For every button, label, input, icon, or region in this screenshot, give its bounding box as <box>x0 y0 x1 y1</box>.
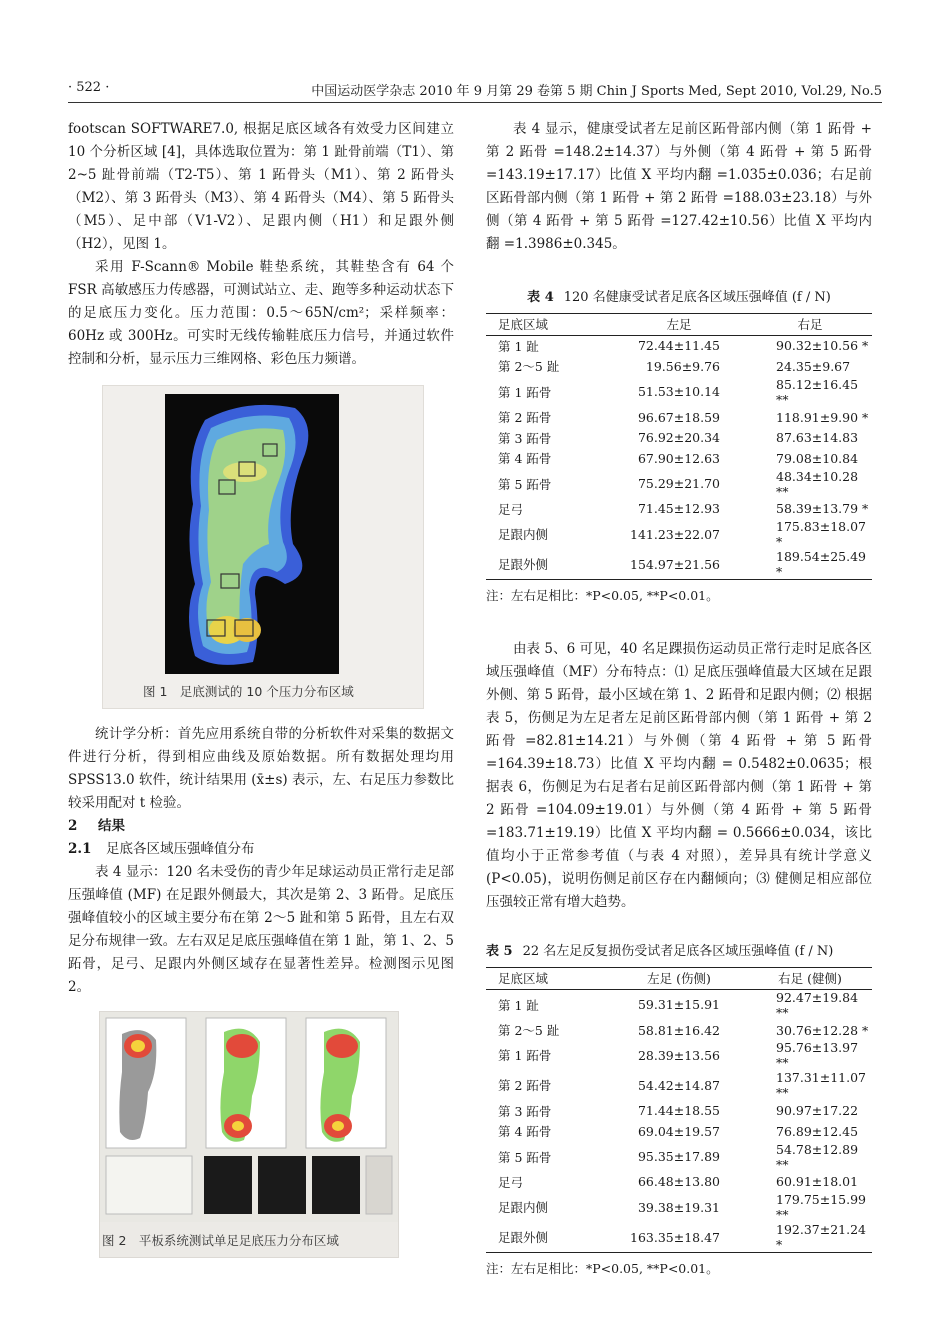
table-cell: 154.97±21.56 <box>630 556 720 572</box>
table-cell: 足跟外侧 <box>498 1230 549 1246</box>
table-row <box>486 1020 872 1041</box>
table-row <box>486 335 872 356</box>
table-row <box>486 1121 872 1142</box>
table-cell: 71.45±12.93 <box>637 501 720 517</box>
table-cell: 85.12±16.45 ** <box>776 376 859 407</box>
table-cell: 第 2～5 趾 <box>498 359 560 375</box>
table-cell: 第 2 跖骨 <box>498 1078 552 1094</box>
table-row <box>486 356 872 377</box>
table-cell: 118.91±9.90 * <box>776 409 869 425</box>
table-cell: 第 5 跖骨 <box>498 476 552 492</box>
table-cell: 163.35±18.47 <box>630 1229 720 1245</box>
figure-2-caption: 图 2 平板系统测试单足足底压力分布区域 <box>102 1233 339 1248</box>
table-row <box>486 448 872 469</box>
table-cell: 95.76±13.97 ** <box>776 1040 859 1071</box>
table-cell: 第 3 跖骨 <box>498 1103 552 1119</box>
table-cell: 第 1 趾 <box>498 997 539 1013</box>
table-5-note: 注：左右足相比：*P<0.05, **P<0.01。 <box>486 1261 719 1277</box>
table-cell: 第 1 跖骨 <box>498 1048 552 1064</box>
table-cell: 189.54±25.49 * <box>776 549 866 580</box>
table-cell: 90.32±10.56 * <box>776 338 869 354</box>
table-header-row <box>486 968 872 990</box>
table-cell: 54.78±12.89 ** <box>776 1141 859 1172</box>
table-5-label: 表 5 <box>486 944 513 960</box>
table-cell: 足弓 <box>498 501 524 517</box>
table-cell: 79.08±10.84 <box>776 450 859 466</box>
table-cell: 54.42±14.87 <box>637 1077 720 1093</box>
column-header: 足底区域 <box>498 317 549 333</box>
table-cell: 足跟内侧 <box>498 1200 549 1216</box>
table-cell: 175.83±18.07 * <box>776 519 866 550</box>
table-cell: 足跟内侧 <box>498 527 549 543</box>
table-cell: 28.39±13.56 <box>637 1047 720 1063</box>
table-row <box>486 549 872 580</box>
left-column <box>68 118 454 1258</box>
table-row <box>486 1222 872 1253</box>
table-cell: 19.56±9.76 <box>645 358 720 374</box>
table-cell: 71.44±18.55 <box>637 1103 720 1119</box>
table-row <box>486 1192 872 1222</box>
table-cell: 30.76±12.28 * <box>776 1022 869 1038</box>
table-4-caption <box>486 286 872 305</box>
table-cell: 第 1 跖骨 <box>498 384 552 400</box>
table-cell: 69.04±19.57 <box>637 1123 720 1139</box>
table-cell: 192.37±21.24 * <box>776 1222 866 1253</box>
table-cell: 足跟外侧 <box>498 557 549 573</box>
table-cell: 92.47±19.84 ** <box>776 989 859 1020</box>
table-cell: 第 4 跖骨 <box>498 451 552 467</box>
table-row <box>486 1070 872 1100</box>
column-header: 右足 (健侧) <box>778 971 842 987</box>
table-cell: 141.23±22.07 <box>630 526 720 542</box>
table-row <box>486 407 872 428</box>
table-cell: 24.35±9.67 <box>776 358 851 374</box>
section-title: 结果 <box>98 818 125 834</box>
table-row <box>486 1142 872 1172</box>
journal-citation: 中国运动医学杂志 2010 年 9 月第 29 卷第 5 期 Chin J Sports Med, Sept 2010, Vol.29, No.5 <box>311 84 882 99</box>
table-cell: 66.48±13.80 <box>637 1174 720 1190</box>
table-cell: 51.53±10.14 <box>637 384 720 400</box>
table-cell: 67.90±12.63 <box>637 450 720 466</box>
plate-system-screenshot-image <box>100 1012 398 1222</box>
paragraph-healthy-ratio: 表 4 显示，健康受试者左足前区跖骨部内侧（第 1 跖骨 + 第 2 跖骨 =148.2±14.37）与外侧（第 4 跖骨 + 第 5 跖骨 =143.19±17.17）比值 X 平均内翻 =1.035±0.036；右足前区跖骨部内侧（第 1 跖骨 + 第 2 跖骨 =188.03±23.18）与外侧（第 4 跖骨 + 第 5 跖骨 =127.42±10.56）比值 X 平均内翻 =1.3986±0.345。 <box>486 121 872 252</box>
table-row <box>486 499 872 520</box>
table-cell: 第 3 跖骨 <box>498 430 552 446</box>
paragraph-table4-results: 表 4 显示：120 名未受伤的青少年足球运动员正常行走足部压强峰值 (MF) 在足跟外侧最大，其次是第 2、3 跖骨。足底压强峰值较小的区域主要分布在第 2～5 趾和第 5 跖骨，且左右双足分布规律一致。左右双足足底压强峰值在第 1 趾，第 1、2、5 跖骨，足弓、足跟内外侧区域存在显著性差异。检测图示见图 2。 <box>68 864 454 995</box>
subsection-number: 2.1 <box>68 841 92 857</box>
table-cell: 第 1 趾 <box>498 338 539 354</box>
subsection-title: 足底各区域压强峰值分布 <box>106 841 255 857</box>
table-cell: 59.31±15.91 <box>637 997 720 1013</box>
table-cell: 75.29±21.70 <box>637 476 720 492</box>
table-5-title: 22 名左足反复损伤受试者足底各区域压强峰值 (f / N) <box>522 944 834 960</box>
table-4-label: 表 4 <box>527 290 554 305</box>
table-cell: 76.89±12.45 <box>776 1123 859 1139</box>
paragraph-statistics: 统计学分析：首先应用系统自带的分析软件对采集的数据文件进行分析，得到相应曲线及原始数据。所有数据处理均用 SPSS13.0 软件，统计结果用 (x̄±s) 表示，左、右足压力参数比较采用配对 t 检验。 <box>68 726 454 811</box>
table-cell: 76.92±20.34 <box>637 430 720 446</box>
paragraph-injured-findings: 由表 5、6 可见，40 名足踝损伤运动员正常行走时足底各区域压强峰值（MF）分布特点：⑴ 足底压强峰值最大区域在足跟外侧、第 5 跖骨，最小区域在第 1、2 跖骨和足跟内侧；⑵ 根据表 5，伤侧足为左足者左足前区跖骨部内侧（第 1 跖骨 + 第 2 跖骨 =82.81±14.21）与外侧（第 4 跖骨 + 第 5 跖骨 =164.39±18.73）比值 X 平均内翻 = 0.5482±0.0635；根据表 6，伤侧足为右足者右足前区跖骨部内侧（第 1 跖骨 + 第 2 跖骨 =104.09±19.01）与外侧（第 4 跖骨 + 第 5 跖骨 =183.71±19.19）比值 X 平均内翻 = 0.5666±0.034，该比值均小于正常参考值（与表 4 对照），差异具有统计学意义 (P<0.05)，说明伤侧足前区存在内翻倾向；⑶ 健侧足相应部位压强较正常有增大趋势。 <box>486 641 872 911</box>
foot-pressure-scan-image <box>165 394 339 674</box>
paragraph-analysis-regions: footscan SOFTWARE7.0, 根据足底区域各有效受力区间建立 10 个分析区域 [4]，具体选取位置为：第 1 趾骨前端（T1）、第 2~5 趾骨前端（T2-T5）、第 1 跖骨头（M1）、第 2 跖骨头（M2）、第 3 跖骨头（M3）、第 4 跖骨头（M4）、第 5 跖骨头（M5）、足中部（V1-V2）、足跟内侧（H1）和足跟外侧（H2），见图 1。 <box>68 121 454 252</box>
table-cell: 58.39±13.79 * <box>776 501 869 517</box>
table-row <box>486 1100 872 1121</box>
table-row <box>486 1172 872 1193</box>
table-cell: 96.67±18.59 <box>637 409 720 425</box>
table-row <box>486 989 872 1020</box>
table-cell: 58.81±16.42 <box>637 1022 720 1038</box>
table-cell: 48.34±10.28 ** <box>776 468 859 499</box>
table-cell: 137.31±11.07 ** <box>776 1070 866 1101</box>
table-row <box>486 519 872 549</box>
page-number: · 522 · <box>68 80 110 95</box>
figure-1 <box>102 385 424 709</box>
table-row <box>486 427 872 448</box>
table-4-title: 120 名健康受试者足底各区域压强峰值 (f / N) <box>563 290 831 305</box>
section-number: 2 <box>68 818 78 834</box>
figure-2 <box>99 1011 399 1258</box>
right-column <box>486 118 872 1277</box>
section-2-heading <box>68 815 454 838</box>
table-cell: 90.97±17.22 <box>776 1103 859 1119</box>
table-header-row <box>486 314 872 336</box>
figure-1-caption: 图 1 足底测试的 10 个压力分布区域 <box>143 684 354 699</box>
table-cell: 第 2～5 趾 <box>498 1023 560 1039</box>
paragraph-fscan-system: 采用 F-Scann® Mobile 鞋垫系统，其鞋垫含有 64 个 FSR 高敏感压力传感器，可测试站立、走、跑等多种运动状态下的足底压力变化。压力范围：0.5～65N/cm²；采样频率：60Hz 或 300Hz。可实时无线传输鞋底压力信号，并通过软件控制和分析，显示压力三维网格、彩色压力频谱。 <box>68 259 454 367</box>
table-cell: 第 5 跖骨 <box>498 1149 552 1165</box>
table-row <box>486 469 872 499</box>
running-header <box>68 76 882 103</box>
table-4-note: 注：左右足相比：*P<0.05, **P<0.01。 <box>486 588 719 604</box>
column-header: 足底区域 <box>498 971 549 987</box>
table-row <box>486 1040 872 1070</box>
table-cell: 第 2 跖骨 <box>498 410 552 426</box>
table-cell: 60.91±18.01 <box>776 1174 859 1190</box>
table-cell: 39.38±19.31 <box>637 1199 720 1215</box>
table-4 <box>486 313 872 580</box>
column-header: 右足 <box>797 317 823 333</box>
table-cell: 第 4 跖骨 <box>498 1124 552 1140</box>
table-cell: 179.75±15.99 ** <box>776 1192 866 1223</box>
table-cell: 72.44±11.45 <box>637 338 720 354</box>
subsection-2-1-heading <box>68 838 454 861</box>
table-cell: 87.63±14.83 <box>776 430 859 446</box>
table-5-caption <box>486 940 872 959</box>
column-header: 左足 (伤侧) <box>647 971 711 987</box>
table-cell: 足弓 <box>498 1174 524 1190</box>
table-5 <box>486 967 872 1253</box>
table-row <box>486 377 872 407</box>
column-header: 左足 <box>666 317 692 333</box>
table-cell: 95.35±17.89 <box>637 1149 720 1165</box>
